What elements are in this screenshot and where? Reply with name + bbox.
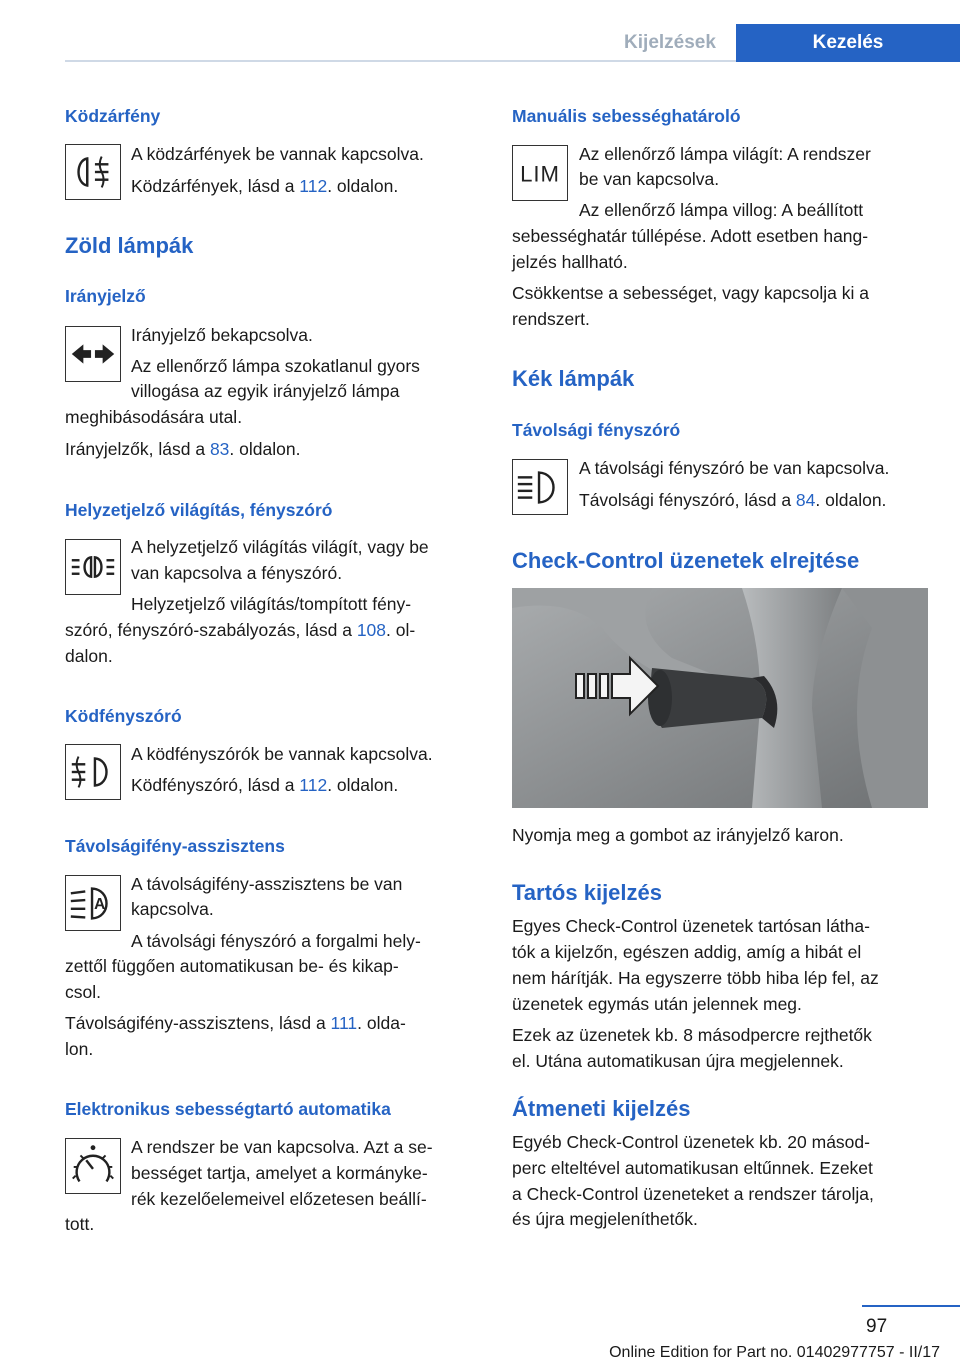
lim-para2-1: Csökkentse a sebességet, vagy kapcsolja ki a [512,283,869,303]
heading-kek-lampak: Kék lámpák [512,366,635,391]
turn-signal-stalk-photo [512,588,928,808]
kodzarfeny-line2: Ködzárfények, lásd a 112. oldalon. [131,176,399,196]
tab-kezeles[interactable]: Kezelés [736,24,960,62]
heading-tartos-kijelzes: Tartós kijelzés [512,880,662,905]
tavasszisztens-ref2: lon. [65,1039,94,1059]
footer-edition: Online Edition for Part no. 01402977757 - II/17 [609,1344,940,1361]
kodfeny-line1: A ködfényszórók be vannak kapcsolva. [131,744,433,764]
helyzet-para1: Helyzetjelző világítás/tompított fény- [131,594,412,614]
iranyjelzo-para-3: meghibásodására utal. [65,407,243,427]
atmeneti-para-1: Egyéb Check-Control üzenetek kb. 20 másod- [512,1132,870,1152]
tavasszisztens-line1: A távolságifény-asszisztens be van [131,874,403,894]
atmeneti-para-2: perc elteltével automatikusan eltűnnek. Ezeket [512,1158,873,1178]
tartos-para1-4: üzenetek egymás után jelennek meg. [512,994,802,1014]
tavolsagi-line1: A távolsági fényszóró be van kapcsolva. [579,458,890,478]
front-fog-light-icon [65,744,121,800]
page-number: 97 [866,1316,888,1337]
iranyjelzo-line1: Irányjelző bekapcsolva. [131,325,313,345]
lim-para2-2: rendszert. [512,309,590,329]
tavasszisztens-line2: kapcsolva. [131,899,214,919]
heading-sebesseghatarolo: Manuális sebességhatároló [512,106,741,126]
kodzarfeny-line1: A ködzárfények be vannak kapcsolva. [131,144,424,164]
footer-rule [862,1305,960,1307]
heading-zold-lampak: Zöld lámpák [65,233,194,258]
iranyjelzo-ref: Irányjelzők, lásd a 83. oldalon. [65,439,301,459]
helyzet-para2: szóró, fényszóró-szabályozás, lásd a 108. ol- [65,620,416,640]
tartos-para1-2: tók a kijelzőn, egészen addig, amíg a hibát el [512,942,862,962]
heading-check-control: Check-Control üzenetek elrejtése [512,548,860,573]
speed-limiter-icon [512,145,568,201]
tartos-para2-2: el. Utána automatikusan újra megjelennek. [512,1051,844,1071]
tartos-para1-1: Egyes Check-Control üzenetek tartósan látha- [512,916,870,936]
heading-kodfenyszoro: Ködfényszóró [65,706,182,726]
link-page-112[interactable]: 112 [299,176,328,196]
iranyjelzo-para-2: villogása az egyik irányjelző lámpa [131,381,400,401]
link-page-111[interactable]: 111 [330,1013,358,1033]
lim-line-3: Az ellenőrző lámpa villog: A beállított [579,200,864,220]
high-beam-assistant-icon [65,875,121,931]
lim-line-1: Az ellenőrző lámpa világít: A rendszer [579,144,871,164]
cruise-control-icon [65,1138,121,1194]
tempomat-line-3: rék kezelőelemeivel előzetesen beállí- [131,1189,427,1209]
heading-tavolsagi-fenyszoro: Távolsági fényszóró [512,420,681,440]
parking-light-icon [65,539,121,595]
svg-text:LIM: LIM [520,161,560,187]
photo-caption: Nyomja meg a gombot az irányjelző karon. [512,825,844,845]
svg-text:A: A [94,895,106,913]
lim-line-2: be van kapcsolva. [579,169,720,189]
tavolsagi-line2: Távolsági fényszóró, lásd a 84. oldalon. [579,490,887,510]
heading-tempomat: Elektronikus sebességtartó automatika [65,1099,391,1119]
lim-line-5: jelzés hallható. [512,252,628,272]
heading-helyzetjelzo: Helyzetjelző világítás, fényszóró [65,500,333,520]
tempomat-line-1: A rendszer be van kapcsolva. Azt a se- [131,1137,433,1157]
heading-iranyjelzo: Irányjelző [65,286,146,306]
tartos-para1-3: nem hárítják. Ha egyszerre több hiba lép fel, az [512,968,879,988]
link-page-83[interactable]: 83 [209,439,230,459]
rear-fog-light-icon [65,144,121,200]
tempomat-line-2: bességet tartja, amelyet a kormányke- [131,1163,428,1183]
iranyjelzo-para-1: Az ellenőrző lámpa szokatlanul gyors [131,356,420,376]
heading-kodzarfeny: Ködzárfény [65,106,161,126]
heading-tavolsagifeny-asszisztens: Távolságifény-asszisztens [65,836,285,856]
atmeneti-para-3: a Check-Control üzeneteket a rendszer tárolja, [512,1184,874,1204]
link-page-84[interactable]: 84 [795,490,816,510]
heading-atmeneti-kijelzes: Átmeneti kijelzés [512,1096,691,1121]
tavasszisztens-ref1: Távolságifény-asszisztens, lásd a 111. olda- [65,1013,406,1033]
helyzet-line1: A helyzetjelző világítás világít, vagy be [131,537,429,557]
atmeneti-para-4: és újra megjeleníthetők. [512,1209,698,1229]
tavasszisztens-para-1: A távolsági fényszóró a forgalmi hely- [131,931,421,951]
lim-line-4: sebességhatár túllépése. Adott esetben hang- [512,226,869,246]
link-page-108[interactable]: 108 [356,620,387,640]
tab-kijelzesek[interactable]: Kijelzések [624,32,716,53]
tavasszisztens-para-3: csol. [65,982,101,1002]
helyzet-line2: van kapcsolva a fényszóró. [131,563,343,583]
tartos-para2-1: Ezek az üzenetek kb. 8 másodpercre rejthetők [512,1025,872,1045]
high-beam-icon [512,459,568,515]
turn-signal-icon [65,326,121,382]
helyzet-para3: dalon. [65,646,113,666]
link-page-112-fog[interactable]: 112 [299,775,328,795]
tavasszisztens-para-2: zettől függően automatikusan be- és kikap- [65,956,399,976]
kodfeny-line2: Ködfényszóró, lásd a 112. oldalon. [131,775,399,795]
tempomat-line-4: tott. [65,1214,95,1234]
